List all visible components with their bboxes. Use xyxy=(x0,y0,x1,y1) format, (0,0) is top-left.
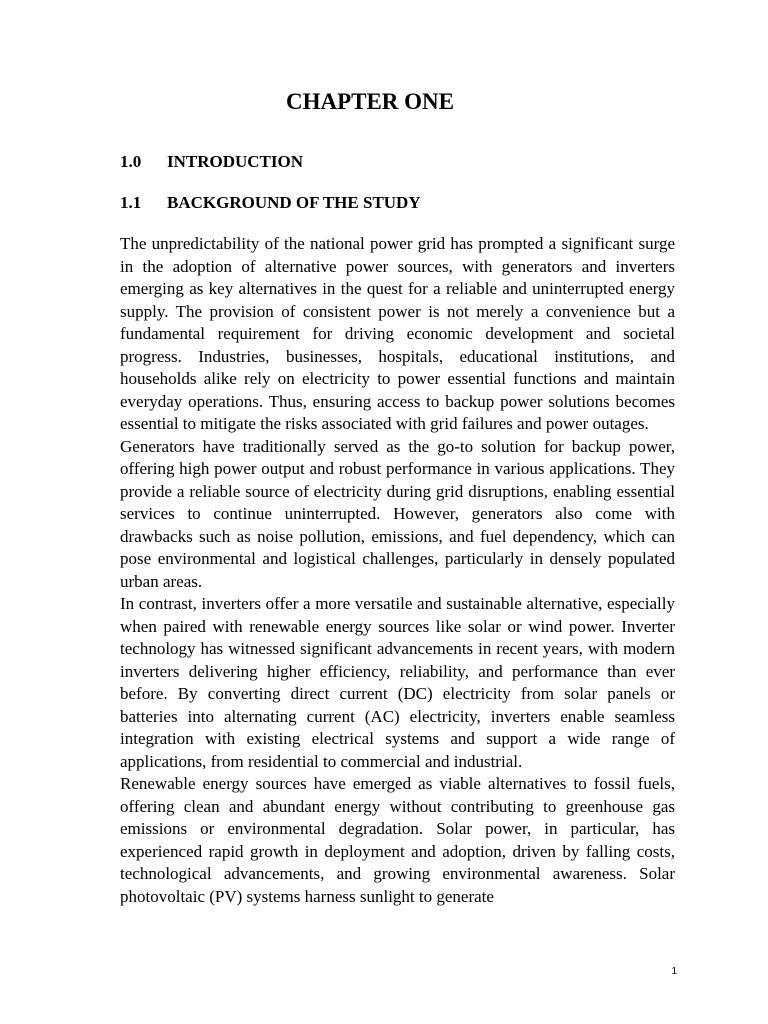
paragraph-1: The unpredictability of the national power grid has prompted a significant surge in the adoption of alternative power sources, with generators and inverters emerging as key alternatives in the quest for a reliable and uninterrupted energy supply. The provision of consistent power is not merely a convenience but a fundamental requirement for driving economic development and societal progress. Industries, businesses, hospitals, educational institutions, and households alike rely on electricity to power essential functions and maintain everyday operations. Thus, ensuring access to backup power solutions becomes essential to mitigate the risks associated with grid failures and power outages. xyxy=(120,234,675,433)
paragraph-3: In contrast, inverters offer a more versatile and sustainable alternative, especially when paired with renewable energy sources like solar or wind power. Inverter technology has witnessed significant advancements in recent years, with modern inverters delivering higher efficiency, reliability, and performance than ever before. By converting direct current (DC) electricity from solar panels or batteries into alternating current (AC) electricity, inverters enable seamless integration with existing electrical systems and support a wide range of applications, from residential to commercial and industrial. xyxy=(120,594,675,771)
section-title: BACKGROUND OF THE STUDY xyxy=(167,193,421,212)
body-text xyxy=(120,233,675,908)
section-number: 1.1 xyxy=(120,193,142,212)
section-title: INTRODUCTION xyxy=(167,152,304,171)
section-number: 1.0 xyxy=(120,152,142,171)
chapter-title: CHAPTER ONE xyxy=(285,89,455,114)
section-heading-background xyxy=(120,192,421,214)
section-heading-introduction xyxy=(120,151,303,173)
page-number: 1 xyxy=(671,966,677,977)
paragraph-4: Renewable energy sources have emerged as viable alternatives to fossil fuels, offering clean and abundant energy without contributing to greenhouse gas emissions or environmental degradation. Solar power, in particular, has experienced rapid growth in deployment and adoption, driven by falling costs, technological advancements, and growing environmental awareness. Solar photovoltaic (PV) systems harness sunlight to generate xyxy=(120,774,675,906)
paragraph-2: Generators have traditionally served as the go-to solution for backup power, offering high power output and robust performance in various applications. They provide a reliable source of electricity during grid disruptions, enabling essential services to continue uninterrupted. However, generators also come with drawbacks such as noise pollution, emissions, and fuel dependency, which can pose environmental and logistical challenges, particularly in densely populated urban areas. xyxy=(120,436,675,591)
